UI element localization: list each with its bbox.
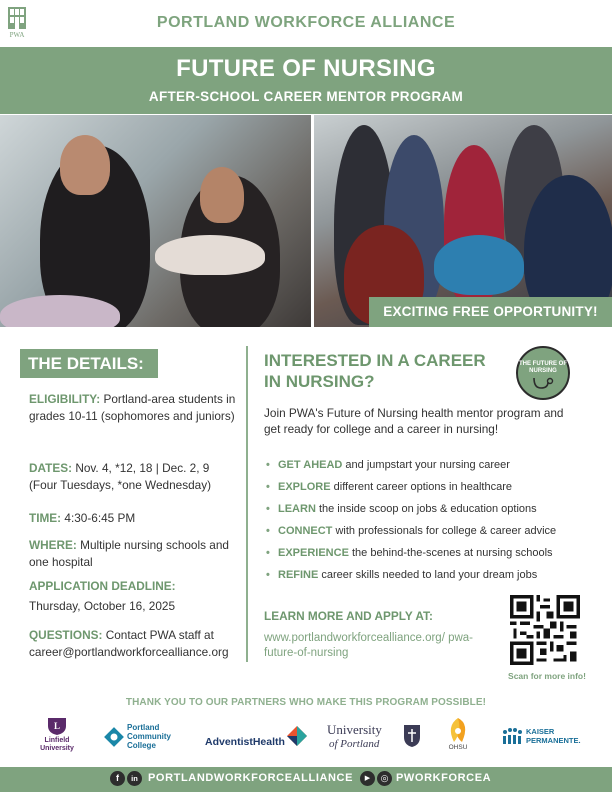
page-title: FUTURE OF NURSING: [176, 55, 436, 82]
where-label: WHERE:: [29, 538, 77, 552]
bullet-text: the inside scoop on jobs & education options: [315, 503, 537, 515]
bullet-keyword: LEARN: [278, 503, 316, 515]
bullet-icon: •: [266, 547, 270, 559]
ohsu-emblem-icon: [444, 716, 472, 744]
where-detail: [29, 537, 239, 571]
interest-heading: INTERESTED IN A CAREER IN NURSING?: [264, 351, 486, 391]
list-item: [266, 479, 596, 501]
bullet-icon: •: [266, 481, 270, 493]
adventist-emblem-icon: [287, 726, 307, 746]
bullet-text: the behind-the-scenes at nursing schools: [348, 547, 553, 559]
dates-detail: [29, 460, 239, 494]
pcc-name: Portland Community College: [127, 723, 171, 750]
uop-line-2: of Portland: [329, 738, 380, 750]
questions-detail: [29, 627, 239, 661]
list-item: [266, 501, 596, 523]
qr-code-icon[interactable]: [510, 595, 580, 665]
list-item: [266, 523, 596, 545]
scan-caption: Scan for more info!: [508, 671, 586, 681]
eligibility-detail: [29, 391, 239, 425]
footer-handle-right[interactable]: PWORKFORCEA: [396, 772, 492, 784]
badge-text: THE FUTURE OF NURSING: [519, 361, 567, 374]
dates-text: Nov. 4, *12, 18 | Dec. 2, 9 (Four Tuesdays, *one Wednesday): [29, 461, 212, 492]
time-text: 4:30-6:45 PM: [61, 511, 136, 525]
instagram-icon[interactable]: ◎: [377, 771, 392, 786]
learn-more-heading: LEARN MORE AND APPLY AT:: [264, 609, 433, 623]
kaiser-name: KAISER PERMANENTE.: [526, 727, 581, 745]
bullet-text: with professionals for college & career advice: [332, 525, 557, 537]
free-opportunity-banner: EXCITING FREE OPPORTUNITY!: [369, 297, 612, 327]
bullet-icon: •: [266, 569, 270, 581]
bullet-text: and jumpstart your nursing career: [342, 459, 510, 471]
bullet-icon: •: [266, 503, 270, 515]
org-name: PORTLAND WORKFORCE ALLIANCE: [156, 14, 456, 31]
uop-shield-icon: [403, 724, 421, 748]
questions-label: QUESTIONS:: [29, 628, 103, 642]
apply-link[interactable]: www.portlandworkforcealliance.org/ pwa-future-of-nursing: [264, 632, 474, 659]
bullet-icon: •: [266, 525, 270, 537]
youtube-icon[interactable]: ▶: [360, 771, 375, 786]
list-item: [266, 545, 596, 567]
adventist-name: AdventistHealth: [205, 736, 285, 748]
bullet-keyword: EXPLORE: [278, 481, 331, 493]
linkedin-icon[interactable]: in: [127, 771, 142, 786]
pcc-emblem-icon: [103, 726, 125, 748]
linfield-logo: [34, 716, 80, 756]
bullet-keyword: REFINE: [278, 569, 319, 581]
page-subtitle: AFTER-SCHOOL CAREER MENTOR PROGRAM: [148, 89, 464, 104]
deadline-detail: [29, 578, 239, 615]
pcc-logo: [103, 716, 185, 756]
bullet-keyword: CONNECT: [278, 525, 333, 537]
future-of-nursing-badge: [516, 346, 570, 400]
questions-text[interactable]: Contact PWA staff at career@portlandworkforcealliance.org: [29, 628, 229, 659]
eligibility-text: Portland-area students in grades 10-11 (sophomores and juniors): [29, 392, 236, 423]
dates-label: DATES:: [29, 461, 73, 475]
uop-line-1: University: [327, 722, 382, 737]
column-divider: [246, 346, 248, 662]
program-intro: Join PWA's Future of Nursing health mentor program and get ready for college and a career in nursing!: [264, 406, 564, 436]
bullet-text: career skills needed to land your dream jobs: [318, 569, 538, 581]
where-text: Multiple nursing schools and one hospital: [29, 538, 229, 569]
footer-handle-left[interactable]: PORTLANDWORKFORCEALLIANCE: [148, 772, 354, 784]
linfield-shield-icon: [46, 716, 68, 736]
svg-text:L: L: [53, 721, 61, 731]
bullet-keyword: GET AHEAD: [278, 459, 343, 471]
logo-text: PWA: [9, 31, 25, 39]
bullet-keyword: EXPERIENCE: [278, 547, 349, 559]
kaiser-emblem-icon: [500, 726, 524, 746]
students-holding-baby-doll-photo: [0, 115, 311, 327]
kaiser-permanente-logo: [500, 716, 584, 756]
partners-thanks: THANK YOU TO OUR PARTNERS WHO MAKE THIS PROGRAM POSSIBLE!: [125, 697, 487, 708]
deadline-label: APPLICATION DEADLINE:: [29, 579, 176, 593]
deadline-text: Thursday, October 16, 2025: [29, 599, 176, 613]
eligibility-label: ELIGIBILITY:: [29, 392, 101, 406]
time-detail: [29, 510, 239, 527]
benefits-list: [266, 457, 596, 589]
list-item: [266, 457, 596, 479]
bullet-icon: •: [266, 459, 270, 471]
facebook-icon[interactable]: f: [110, 771, 125, 786]
list-item: [266, 567, 596, 589]
linfield-name: Linfield University: [40, 737, 74, 752]
details-heading: THE DETAILS:: [20, 349, 158, 378]
students-at-nursing-lab-photo: [314, 115, 612, 327]
ohsu-logo: [442, 716, 474, 756]
stethoscope-icon: [531, 377, 555, 391]
bullet-text: different career options in healthcare: [330, 481, 512, 493]
university-of-portland-logo: [327, 716, 423, 756]
adventist-health-logo: [205, 716, 307, 756]
time-label: TIME:: [29, 511, 62, 525]
ohsu-name: OHSU: [448, 744, 468, 751]
